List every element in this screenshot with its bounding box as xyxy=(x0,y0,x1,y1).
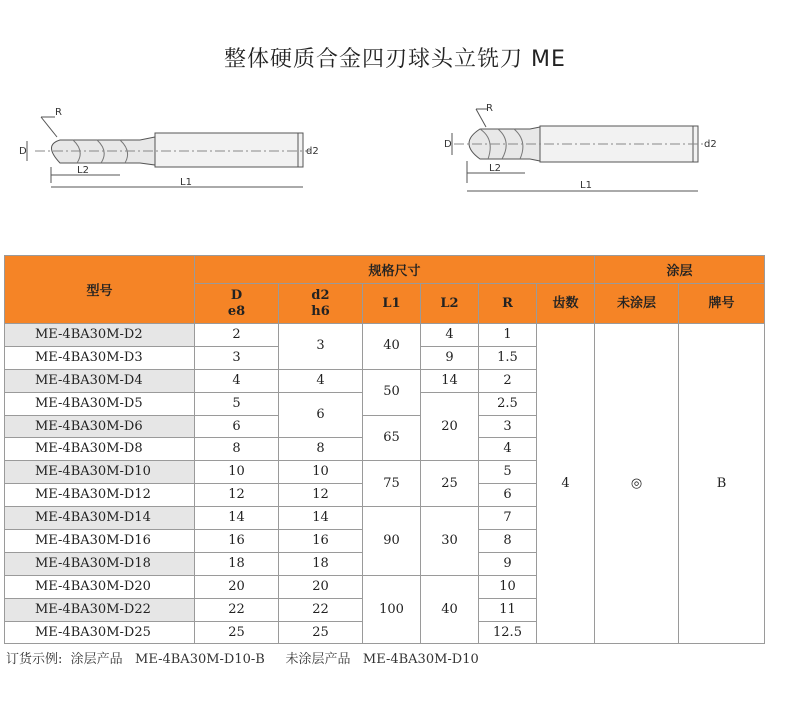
cell-model: ME-4BA30M-D16 xyxy=(5,530,195,553)
cell-L2: 30 xyxy=(421,507,479,576)
spec-table xyxy=(4,255,765,644)
cell-model: ME-4BA30M-D22 xyxy=(5,598,195,621)
header-R: R xyxy=(479,284,537,324)
header-teeth: 齿数 xyxy=(537,284,595,324)
cell-d2: 18 xyxy=(279,552,363,575)
cell-R: 1 xyxy=(479,324,537,347)
table-row xyxy=(5,324,765,347)
cell-d2: 3 xyxy=(279,324,363,370)
cell-L2: 4 xyxy=(421,324,479,347)
cell-L1: 75 xyxy=(363,461,421,507)
cell-R: 12.5 xyxy=(479,621,537,644)
cell-R: 3 xyxy=(479,415,537,438)
cell-d2: 6 xyxy=(279,392,363,438)
drawing-label-L2: L2 xyxy=(489,163,501,174)
cell-R: 2.5 xyxy=(479,392,537,415)
header-uncoated: 未涂层 xyxy=(595,284,679,324)
header-L2: L2 xyxy=(421,284,479,324)
cell-d2: 14 xyxy=(279,507,363,530)
cell-D: 4 xyxy=(195,369,279,392)
cell-R: 4 xyxy=(479,438,537,461)
cell-teeth: 4 xyxy=(537,324,595,644)
cell-D: 20 xyxy=(195,575,279,598)
cell-L1: 100 xyxy=(363,575,421,644)
cell-D: 18 xyxy=(195,552,279,575)
cell-D: 6 xyxy=(195,415,279,438)
drawing-label-L1: L1 xyxy=(580,180,592,191)
cell-L2: 40 xyxy=(421,575,479,644)
cell-d2: 12 xyxy=(279,484,363,507)
header-D: D e8 xyxy=(195,284,279,324)
end-mill-drawing-left xyxy=(15,95,319,199)
header-model: 型号 xyxy=(5,256,195,324)
cell-L2: 25 xyxy=(421,461,479,507)
cell-L1: 50 xyxy=(363,369,421,415)
drawing-label-R: R xyxy=(486,103,493,114)
cell-L2: 14 xyxy=(421,369,479,392)
cell-R: 9 xyxy=(479,552,537,575)
drawing-label-L1: L1 xyxy=(180,177,192,188)
drawing-label-R: R xyxy=(55,107,62,118)
cell-L1: 90 xyxy=(363,507,421,576)
cell-D: 10 xyxy=(195,461,279,484)
cell-L2: 9 xyxy=(421,346,479,369)
cell-R: 10 xyxy=(479,575,537,598)
cell-model: ME-4BA30M-D6 xyxy=(5,415,195,438)
header-brand: 牌号 xyxy=(679,284,765,324)
cell-model: ME-4BA30M-D10 xyxy=(5,461,195,484)
end-mill-drawing-right xyxy=(440,95,730,204)
cell-R: 7 xyxy=(479,507,537,530)
drawing-label-D: D xyxy=(444,139,452,150)
cell-D: 25 xyxy=(195,621,279,644)
drawing-label-d2: d2 xyxy=(306,146,319,157)
cell-D: 3 xyxy=(195,346,279,369)
cell-R: 6 xyxy=(479,484,537,507)
cell-R: 2 xyxy=(479,369,537,392)
cell-R: 8 xyxy=(479,530,537,553)
header-d2: d2 h6 xyxy=(279,284,363,324)
cell-model: ME-4BA30M-D25 xyxy=(5,621,195,644)
header-spec-group: 规格尺寸 xyxy=(195,256,595,284)
drawing-label-d2: d2 xyxy=(704,139,717,150)
header-L1: L1 xyxy=(363,284,421,324)
header-coating-group: 涂层 xyxy=(595,256,765,284)
order-example-note: 订货示例: 涂层产品 ME-4BA30M-D10-B 未涂层产品 ME-4BA30M-D10 xyxy=(6,652,479,667)
cell-model: ME-4BA30M-D3 xyxy=(5,346,195,369)
cell-D: 2 xyxy=(195,324,279,347)
cell-D: 16 xyxy=(195,530,279,553)
cell-model: ME-4BA30M-D5 xyxy=(5,392,195,415)
cell-d2: 22 xyxy=(279,598,363,621)
cell-d2: 25 xyxy=(279,621,363,644)
cell-brand: B xyxy=(679,324,765,644)
cell-L1: 40 xyxy=(363,324,421,370)
cell-D: 5 xyxy=(195,392,279,415)
cell-uncoated: ◎ xyxy=(595,324,679,644)
cell-L1: 65 xyxy=(363,415,421,461)
cell-R: 11 xyxy=(479,598,537,621)
cell-L2: 20 xyxy=(421,392,479,461)
cell-model: ME-4BA30M-D12 xyxy=(5,484,195,507)
cell-model: ME-4BA30M-D8 xyxy=(5,438,195,461)
cell-D: 8 xyxy=(195,438,279,461)
page-title: 整体硬质合金四刃球头立铣刀 ME xyxy=(224,47,566,72)
cell-R: 1.5 xyxy=(479,346,537,369)
cell-model: ME-4BA30M-D4 xyxy=(5,369,195,392)
cell-D: 12 xyxy=(195,484,279,507)
cell-model: ME-4BA30M-D18 xyxy=(5,552,195,575)
cell-d2: 8 xyxy=(279,438,363,461)
cell-model: ME-4BA30M-D20 xyxy=(5,575,195,598)
cell-d2: 10 xyxy=(279,461,363,484)
cell-D: 14 xyxy=(195,507,279,530)
cell-model: ME-4BA30M-D2 xyxy=(5,324,195,347)
cell-d2: 16 xyxy=(279,530,363,553)
cell-d2: 4 xyxy=(279,369,363,392)
drawing-label-L2: L2 xyxy=(77,165,89,176)
cell-d2: 20 xyxy=(279,575,363,598)
cell-model: ME-4BA30M-D14 xyxy=(5,507,195,530)
cell-D: 22 xyxy=(195,598,279,621)
cell-R: 5 xyxy=(479,461,537,484)
drawing-label-D: D xyxy=(19,146,27,157)
